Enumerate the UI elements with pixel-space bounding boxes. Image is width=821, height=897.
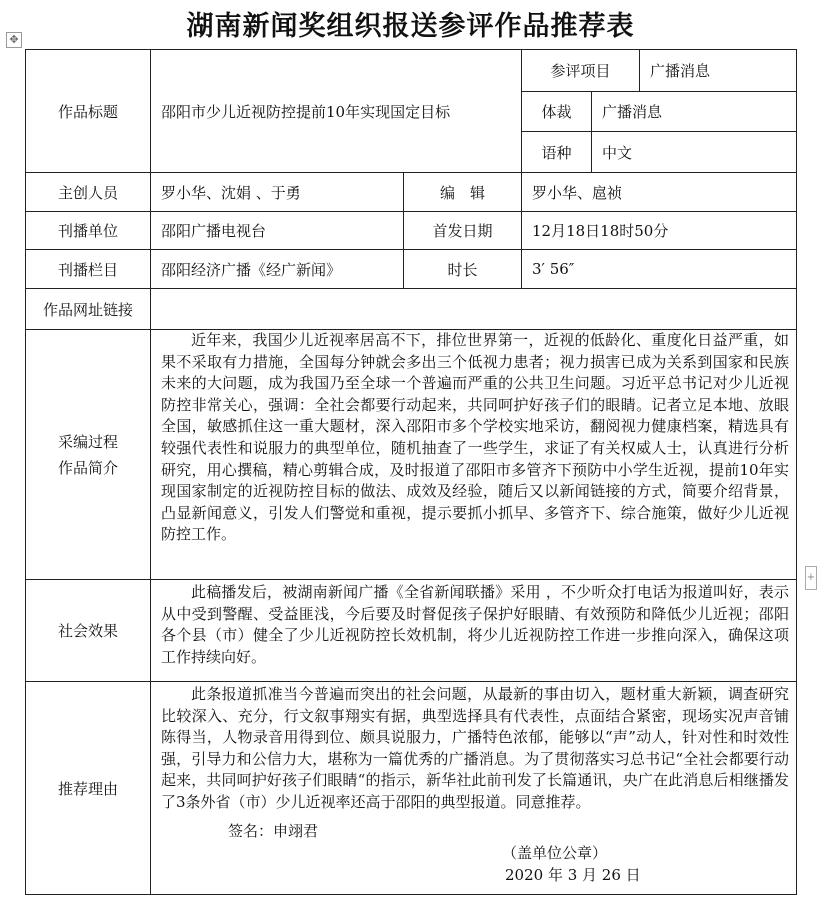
label-duration: 时长 — [403, 249, 522, 289]
value-language: 中文 — [591, 131, 797, 173]
label-reason: 推荐理由 — [25, 681, 151, 895]
value-creators: 罗小华、沈娟 、于勇 — [150, 172, 404, 212]
reason-text: 此条报道抓准当今普遍而突出的社会问题，从最新的事由切入，题材重大新颖，调查研究比较深入、充分，行文叙事翔实有据，典型选择具有代表性，点面结合紧密，现场实况声音铺陈得当，人物录音用得到位、颇具说服力，广播特色浓郁，能够以“声”动人，针对性和时效性强，引导力和公信力大，堪称为一篇优秀的广播消息。为了贯彻落实习总书记“全社会都要行动起来，共同呵护好孩子们眼睛“的指示，新华社此前刊发了长篇通讯，央广在此消息后相继播发了3条外省（市）少儿近视率还高于邵阳的典型报道。同意推荐。 — [161, 685, 789, 811]
table-move-icon[interactable]: ✥ — [6, 32, 22, 48]
label-column: 刊播栏目 — [25, 249, 151, 289]
signature: 签名：申翊君 — [228, 822, 319, 840]
value-publisher: 邵阳广播电视台 — [150, 211, 404, 250]
value-genre: 广播消息 — [591, 91, 797, 132]
label-effect: 社会效果 — [25, 579, 151, 682]
label-creators: 主创人员 — [25, 172, 151, 212]
label-first-date: 首发日期 — [403, 211, 522, 250]
label-work-title: 作品标题 — [25, 49, 151, 173]
seal-note: （盖单位公章） — [502, 844, 608, 862]
value-editor: 罗小华、扈祯 — [521, 172, 797, 212]
value-url[interactable] — [150, 288, 797, 330]
value-column: 邵阳经济广播《经广新闻》 — [150, 249, 404, 289]
label-process: 采编过程 作品简介 — [25, 329, 151, 580]
row-resize-icon[interactable]: + — [805, 566, 817, 590]
process-text: 近年来，我国少儿近视率居高不下，排位世界第一，近视的低龄化、重度化日益严重，如果不采取有力措施，全国每分钟就会多出三个低视力患者；视力损害已成为关系到国家和民族未来的大问题，成为我国乃至全球一个普遍而严重的公共卫生问题。习近平总书记对少儿近视防控非常关心，强调：全社会都要行动起来，共同呵护好孩子们的眼睛。记者立足本地、放眼全国，敏感抓住这一重大题材，深入邵阳市多个学校实地采访，翻阅视力健康档案，精选具有较强代表性和说服力的典型单位，随机抽查了一些学生，求证了有关权威人士，认真进行分析研究，用心撰稿，精心剪辑合成，及时报道了邵阳市多管齐下预防中小学生近视，提前10年实现国家制定的近视防控目标的做法、成效及经验，随后又以新闻链接的方式，简要介绍背景，凸显新闻意义，引发人们警觉和重视，提示要抓小抓早、多管齐下、综合施策，做好少儿近视防控工作。 — [161, 331, 789, 544]
date: 2020 年 3 月 26 日 — [505, 866, 641, 884]
label-category: 参评项目 — [521, 49, 640, 92]
effect-text: 此稿播发后，被湖南新闻广播《全省新闻联播》采用 ，不少听众打电话为报道叫好，表示从中受到警醒、受益匪浅，今后要及时督促孩子保护好眼睛、有效预防和降低少儿近视；邵阳各个县（市）健全了少儿近视防控长效机制，将少儿近视防控工作进一步推向深入，确保这项工作持续向好。 — [161, 583, 789, 666]
value-first-date: 12月18日18时50分 — [521, 211, 797, 250]
value-duration: 3′ 56″ — [521, 249, 797, 289]
label-language: 语种 — [521, 131, 592, 173]
label-genre: 体裁 — [521, 91, 592, 132]
label-publisher: 刊播单位 — [25, 211, 151, 250]
label-editor: 编 辑 — [403, 172, 522, 212]
label-url: 作品网址链接 — [25, 288, 151, 330]
page-title: 湖南新闻奖组织报送参评作品推荐表 — [186, 11, 635, 42]
value-work-title: 邵阳市少儿近视防控提前10年实现国定目标 — [150, 49, 522, 173]
value-category: 广播消息 — [639, 49, 797, 92]
